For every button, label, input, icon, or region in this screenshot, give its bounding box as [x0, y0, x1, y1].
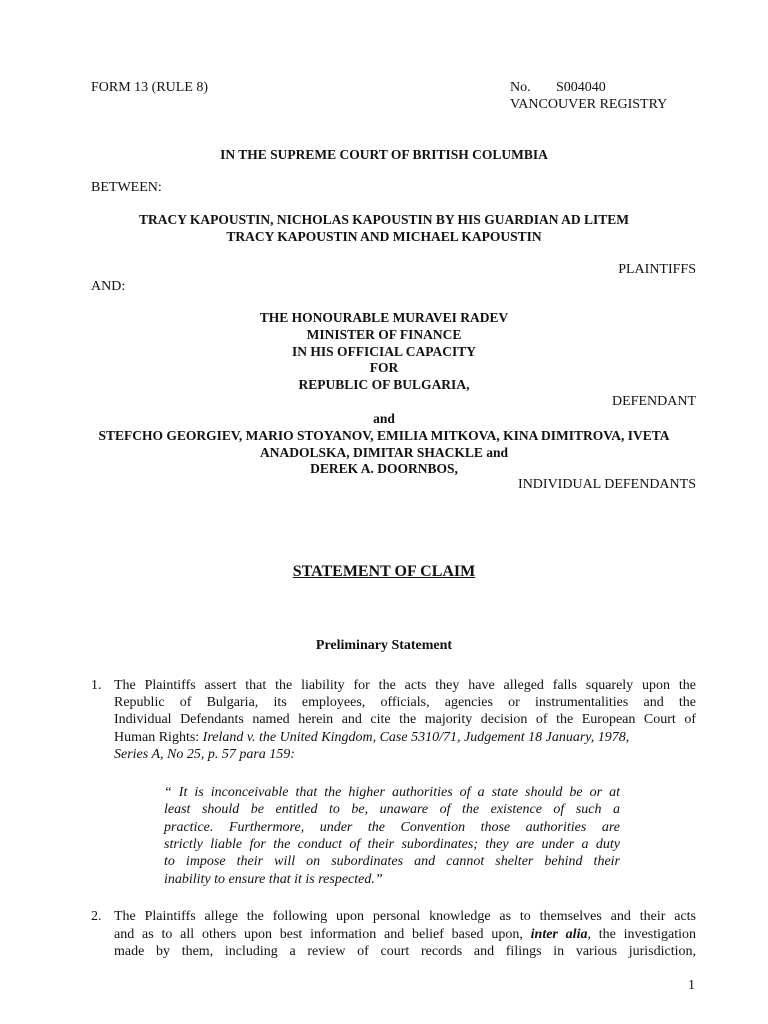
quote-line: inability to ensure that it is respected.” — [164, 872, 383, 887]
defendant-line: REPUBLIC OF BULGARIA, — [298, 377, 470, 392]
defendant-line: IN HIS OFFICIAL CAPACITY — [292, 344, 476, 359]
quote-line: to impose their will on subordinates and cannot shelter behind their — [164, 854, 620, 869]
individual-defendants-line: STEFCHO GEORGIEV, MARIO STOYANOV, EMILIA MITKOVA, KINA DIMITROVA, IVETA — [98, 428, 670, 443]
plaintiffs-names-line1: TRACY KAPOUSTIN, NICHOLAS KAPOUSTIN BY HIS GUARDIAN AD LITEM — [139, 212, 629, 227]
document-title: STATEMENT OF CLAIM — [292, 563, 476, 580]
plaintiffs-names-line2: TRACY KAPOUSTIN AND MICHAEL KAPOUSTIN — [226, 229, 542, 244]
paragraph-line: made by them, including a review of court records and filings in various jurisdiction, — [114, 944, 696, 959]
paragraph-line: The Plaintiffs allege the following upon personal knowledge as to themselves and their acts — [114, 909, 696, 924]
court-heading: IN THE SUPREME COURT OF BRITISH COLUMBIA — [220, 147, 548, 162]
paragraph-line — [114, 926, 696, 943]
defendant-line: FOR — [369, 360, 399, 375]
paragraph-line: Republic of Bulgaria, its employees, officials, agencies or instrumentalities and the — [114, 695, 696, 710]
paragraph-line-citation — [114, 729, 696, 746]
quote-line: “ It is inconceivable that the higher authorities of a state should be or at — [164, 785, 620, 800]
registry-label: VANCOUVER REGISTRY — [510, 97, 668, 112]
defendant-role: DEFENDANT — [612, 394, 696, 409]
and-label: AND: — [91, 279, 126, 294]
emphasis-inter-alia: inter alia — [530, 927, 588, 942]
case-citation: Ireland v. the United Kingdom, Case 5310/71, Judgement 18 January, 1978, — [202, 730, 630, 745]
section-heading: Preliminary Statement — [315, 638, 453, 653]
quote-line: practice. Furthermore, under the Convention those authorities are — [164, 820, 620, 835]
paragraph-line: The Plaintiffs assert that the liability for the acts they have alleged falls squarely upon the — [114, 678, 696, 693]
paragraph-number: 1. — [91, 678, 102, 693]
form-label: FORM 13 (RULE 8) — [91, 80, 209, 95]
paragraph-text: , the investigation — [587, 927, 696, 942]
file-number-label: No. — [510, 80, 531, 95]
individual-defendants-role: INDIVIDUAL DEFENDANTS — [518, 477, 696, 492]
quote-line: strictly liable for the conduct of their subordinates; they are under a duty — [164, 837, 620, 852]
paragraph-line: Individual Defendants named herein and cite the majority decision of the European Court of — [114, 712, 696, 727]
file-number-value: S004040 — [556, 80, 606, 95]
page-number: 1 — [688, 978, 695, 993]
and-word: and — [373, 411, 395, 426]
citation-prefix: Human Rights: — [114, 730, 203, 745]
plaintiffs-role: PLAINTIFFS — [618, 262, 696, 277]
defendant-line: MINISTER OF FINANCE — [306, 327, 462, 342]
defendant-line: THE HONOURABLE MURAVEI RADEV — [259, 310, 509, 325]
paragraph-text: and as to all others upon best information and belief based upon, — [114, 927, 531, 942]
quote-line: least should be entitled to be, unaware of the existence of such a — [164, 802, 620, 817]
case-citation-cont: Series A, No 25, p. 57 para 159: — [114, 747, 295, 762]
individual-defendants-line: ANADOLSKA, DIMITAR SHACKLE and — [259, 445, 509, 460]
between-label: BETWEEN: — [91, 180, 162, 195]
paragraph-number: 2. — [91, 909, 102, 924]
individual-defendants-line: DEREK A. DOORNBOS, — [310, 461, 458, 476]
